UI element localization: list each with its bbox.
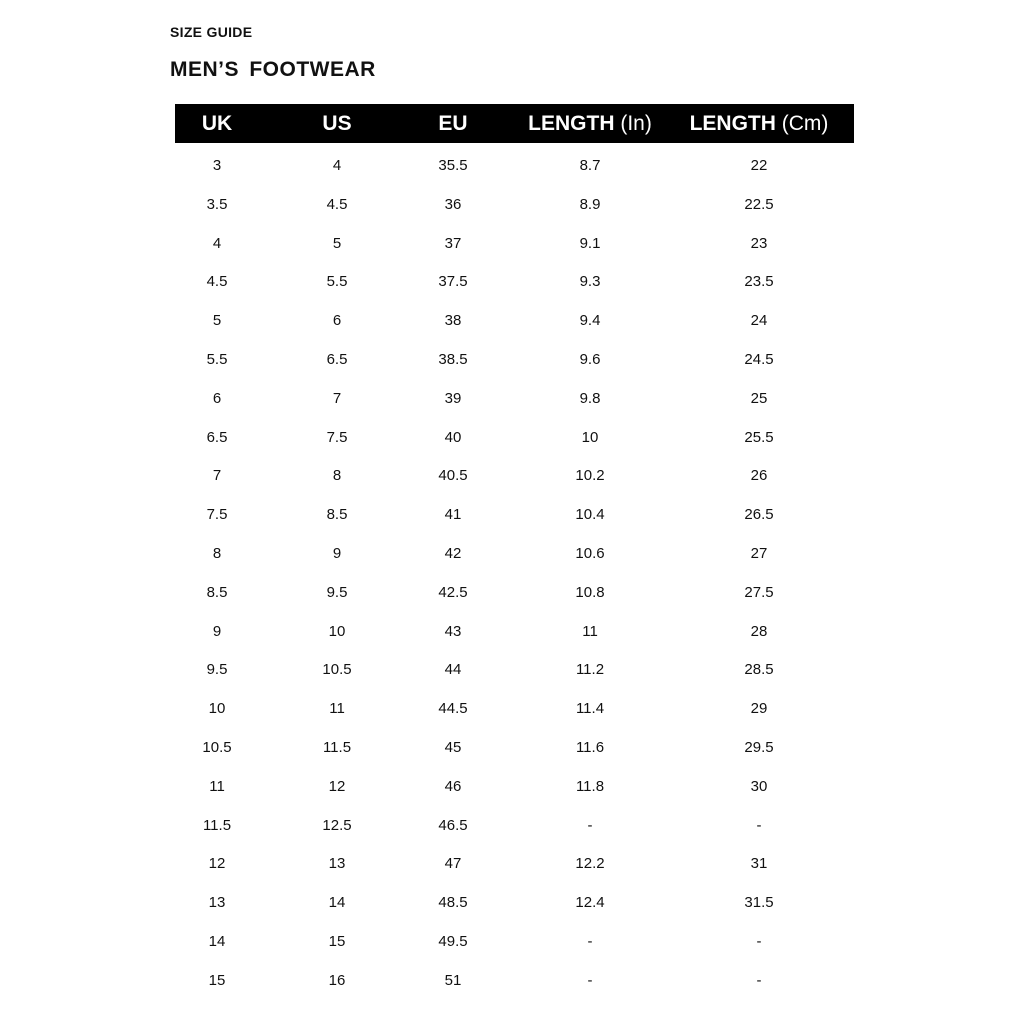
- table-row: [0, 971, 1024, 991]
- cell-eu: 51: [444, 971, 462, 989]
- table-row: [0, 583, 1024, 603]
- cell-length-in: 11.2: [575, 661, 605, 679]
- cell-eu: 36: [444, 195, 462, 213]
- cell-length-in: -: [587, 933, 593, 950]
- cell-eu: 39: [444, 389, 462, 407]
- cell-uk: 15: [208, 971, 226, 989]
- table-header: [175, 104, 854, 143]
- cell-uk: 7.5: [206, 506, 228, 524]
- cell-length-in: 9.1: [579, 234, 601, 252]
- cell-uk: 12: [208, 855, 226, 873]
- cell-us: 10.5: [322, 661, 352, 679]
- cell-length-cm: 26.5: [744, 506, 774, 524]
- cell-eu: 42: [444, 545, 462, 562]
- cell-length-cm: 22: [750, 157, 768, 174]
- cell-length-in: 9.3: [579, 273, 601, 291]
- cell-eu: 38.5: [438, 351, 468, 368]
- cell-length-cm: 23.5: [744, 273, 774, 291]
- cell-us: 6: [332, 312, 342, 330]
- header-eu: [438, 104, 467, 143]
- cell-us: 13: [328, 855, 346, 873]
- cell-eu: 44: [444, 661, 462, 679]
- header-length-cm-unit: (Cm): [781, 112, 829, 135]
- table-row: [0, 389, 1024, 409]
- cell-length-cm: -: [756, 933, 762, 950]
- cell-uk: 5.5: [206, 351, 228, 368]
- cell-length-in: 11: [582, 622, 598, 640]
- cell-uk: 3: [212, 157, 222, 174]
- cell-us: 14: [328, 894, 346, 912]
- cell-length-cm: -: [756, 971, 762, 989]
- cell-eu: 45: [444, 739, 462, 756]
- cell-uk: 6: [212, 389, 222, 407]
- header-length-in-label: LENGTH: [528, 112, 615, 135]
- cell-uk: 4.5: [206, 273, 228, 291]
- cell-length-in: 9.4: [579, 312, 601, 330]
- table-row: [0, 272, 1024, 292]
- cell-length-in: 9.8: [579, 389, 601, 407]
- table-row: [0, 660, 1024, 680]
- cell-eu: 46: [444, 777, 462, 795]
- cell-length-cm: 30: [750, 777, 768, 795]
- cell-us: 5.5: [326, 273, 348, 291]
- cell-uk: 4: [212, 234, 222, 252]
- cell-length-cm: 25.5: [744, 428, 774, 446]
- header-length-in-unit: (In): [620, 112, 652, 135]
- table-row: [0, 311, 1024, 331]
- cell-eu: 47: [444, 855, 462, 873]
- table-row: [0, 854, 1024, 874]
- cell-eu: 42.5: [438, 583, 468, 601]
- cell-eu: 41: [444, 506, 462, 524]
- table-row: [0, 234, 1024, 254]
- table-row: [0, 622, 1024, 642]
- cell-length-cm: 25: [750, 389, 768, 407]
- cell-length-cm: 29: [750, 700, 768, 718]
- cell-length-in: 10.6: [575, 545, 605, 562]
- cell-eu: 48.5: [438, 894, 468, 912]
- cell-uk: 9.5: [206, 661, 228, 679]
- table-row: [0, 699, 1024, 719]
- page-title: MEN’S FOOTWEAR: [170, 58, 376, 81]
- cell-uk: 5: [212, 312, 222, 330]
- cell-uk: 11.5: [202, 816, 232, 834]
- cell-us: 5: [332, 234, 342, 252]
- header-length-cm-label: LENGTH: [689, 112, 776, 135]
- cell-length-in: 8.7: [579, 157, 601, 174]
- cell-length-in: 10: [581, 428, 599, 446]
- cell-length-in: 11.4: [575, 700, 605, 718]
- cell-uk: 14: [208, 933, 226, 950]
- header-length-cm: [690, 104, 829, 143]
- cell-length-in: 10.2: [575, 467, 605, 485]
- cell-length-cm: 31: [750, 855, 768, 873]
- cell-length-in: 8.9: [579, 195, 601, 213]
- header-eu-label: EU: [438, 112, 468, 135]
- size-guide-label: SIZE GUIDE: [170, 24, 253, 40]
- header-uk: [202, 104, 232, 143]
- cell-eu: 40.5: [438, 467, 468, 485]
- cell-us: 4.5: [326, 195, 348, 213]
- cell-length-in: 10.4: [575, 506, 605, 524]
- cell-eu: 46.5: [438, 816, 468, 834]
- cell-eu: 37: [444, 234, 462, 252]
- cell-us: 16: [328, 971, 346, 989]
- cell-length-cm: 29.5: [744, 739, 774, 756]
- cell-length-cm: -: [756, 816, 762, 834]
- header-uk-label: UK: [201, 112, 233, 135]
- header-length-in: [528, 104, 652, 143]
- cell-length-in: 9.6: [579, 351, 601, 368]
- cell-eu: 43: [444, 622, 462, 640]
- cell-length-cm: 31.5: [744, 894, 774, 912]
- table-row: [0, 466, 1024, 486]
- cell-us: 6.5: [326, 351, 348, 368]
- table-row: [0, 893, 1024, 913]
- cell-length-in: 12.4: [575, 894, 605, 912]
- cell-length-in: -: [587, 971, 593, 989]
- cell-us: 12.5: [322, 816, 352, 834]
- table-row: [0, 777, 1024, 797]
- cell-length-cm: 28: [750, 622, 768, 640]
- cell-length-cm: 23: [750, 234, 768, 252]
- cell-us: 8: [332, 467, 342, 485]
- cell-us: 10: [328, 622, 346, 640]
- table-row: [0, 544, 1024, 564]
- cell-uk: 10.5: [202, 739, 232, 756]
- cell-eu: 38: [444, 312, 462, 330]
- cell-eu: 44.5: [438, 700, 468, 718]
- cell-length-cm: 24: [750, 312, 768, 330]
- cell-eu: 49.5: [438, 933, 468, 950]
- cell-length-cm: 22.5: [744, 195, 774, 213]
- cell-eu: 40: [444, 428, 462, 446]
- cell-us: 9: [332, 545, 342, 562]
- cell-uk: 8: [212, 545, 222, 562]
- cell-uk: 7: [212, 467, 222, 485]
- header-us: [322, 104, 351, 143]
- cell-length-in: -: [587, 816, 593, 834]
- table-row: [0, 156, 1024, 176]
- cell-uk: 6.5: [206, 428, 228, 446]
- header-us-label: US: [322, 112, 352, 135]
- table-row: [0, 505, 1024, 525]
- cell-us: 7.5: [326, 428, 348, 446]
- cell-us: 4: [332, 157, 342, 174]
- cell-length-in: 11.8: [575, 777, 605, 795]
- table-row: [0, 195, 1024, 215]
- cell-eu: 35.5: [438, 157, 468, 174]
- cell-length-cm: 28.5: [744, 661, 774, 679]
- cell-uk: 3.5: [206, 195, 228, 213]
- cell-us: 11.5: [322, 739, 352, 756]
- cell-length-in: 12.2: [575, 855, 605, 873]
- cell-uk: 9: [212, 622, 222, 640]
- cell-length-cm: 27: [750, 545, 768, 562]
- cell-us: 15: [328, 933, 346, 950]
- cell-us: 7: [332, 389, 342, 407]
- cell-eu: 37.5: [438, 273, 468, 291]
- cell-uk: 10: [208, 700, 226, 718]
- table-row: [0, 738, 1024, 758]
- cell-length-in: 11.6: [575, 739, 605, 756]
- table-row: [0, 350, 1024, 370]
- cell-uk: 11: [209, 777, 225, 795]
- cell-length-cm: 27.5: [744, 583, 774, 601]
- cell-length-cm: 24.5: [744, 351, 774, 368]
- cell-length-cm: 26: [750, 467, 768, 485]
- cell-us: 11: [329, 700, 345, 718]
- cell-us: 9.5: [326, 583, 348, 601]
- table-row: [0, 816, 1024, 836]
- cell-uk: 13: [208, 894, 226, 912]
- cell-length-in: 10.8: [575, 583, 605, 601]
- cell-us: 12: [328, 777, 346, 795]
- cell-us: 8.5: [326, 506, 348, 524]
- table-row: [0, 428, 1024, 448]
- table-row: [0, 932, 1024, 952]
- cell-uk: 8.5: [206, 583, 228, 601]
